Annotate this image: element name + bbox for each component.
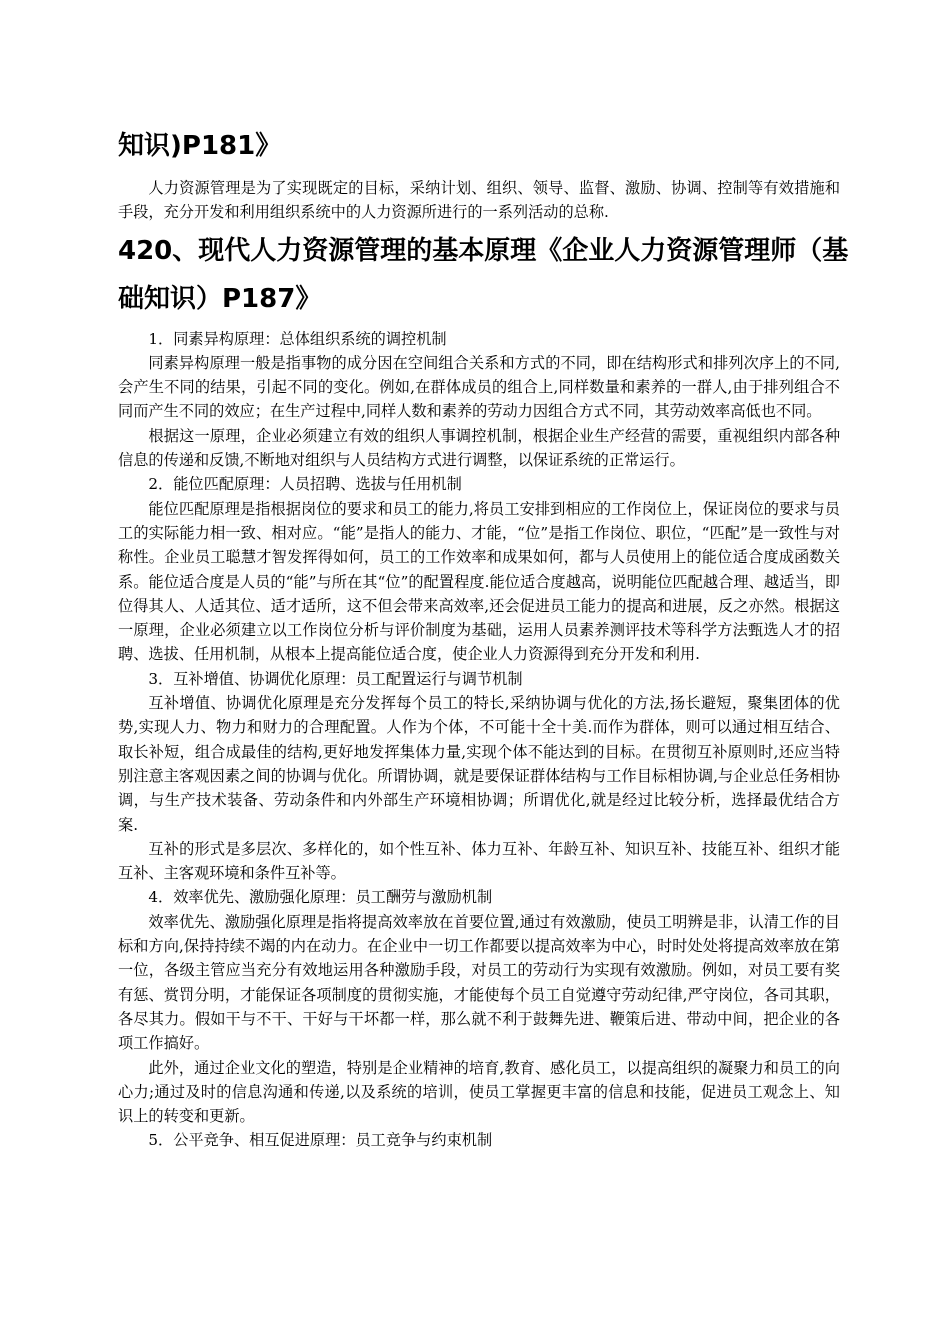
section-title bbox=[118, 227, 849, 323]
document-page bbox=[118, 122, 849, 1153]
item-4-paragraph-2: 此外，通过企业文化的塑造，特别是企业精神的培育,教育、感化员工，以提高组织的凝聚力和员工的向心力;通过及时的信息沟通和传递,以及系统的培训，使员工掌握更丰富的信息和技能，促进员工观念上、知识上的转变和更新。 bbox=[118, 1058, 840, 1126]
item-3-paragraph-2: 互补的形式是多层次、多样化的，如个性互补、体力互补、年龄互补、知识互补、技能互补、组织才能互补、主客观环境和条件互补等。 bbox=[118, 839, 840, 883]
section-title-line1: 420、现代人力资源管理的基本原理《企业人力资源管理师（基 bbox=[118, 235, 849, 266]
item-3-paragraph-1: 互补增值、协调优化原理是充分发挥每个员工的特长,采纳协调与优化的方法,扬长避短，聚集团体的优势,实现人力、物力和财力的合理配置。人作为个体，不可能十全十美.而作为群体，则可以通过相互结合、取长补短，组合成最佳的结构,更好地发挥集体力量,实现个体不能达到的目标。在贯彻互补原则时,还应当特别注意主客观因素之间的协调与优化。所谓协调，就是要保证群体结构与工作目标相协调,与企业总任务相协调，与生产技术装备、劳动条件和内外部生产环境相协调；所谓优化,就是经过比较分析，选择最优结合方案. bbox=[118, 694, 840, 834]
item-heading-5: 5．公平竞争、相互促进原理：员工竞争与约束机制 bbox=[148, 1131, 493, 1150]
item-heading-1: 1．同素异构原理：总体组织系统的调控机制 bbox=[148, 329, 447, 348]
item-2-paragraph-1: 能位匹配原理是指根据岗位的要求和员工的能力,将员工安排到相应的工作岗位上，保证岗位的要求与员工的实际能力相一致、相对应。“能”是指人的能力、才能，“位”是指工作岗位、职位，“匹配”是一致性与对称性。企业员工聪慧才智发挥得如何，员工的工作效率和成果如何，都与人员使用上的能位适合度成函数关系。能位适合度是人员的“能”与所在其“位”的配置程度.能位适合度越高，说明能位匹配越合理、越适当，即位得其人、人适其位、适才适所，这不但会带来高效率,还会促进员工能力的提高和进展，反之亦然。根据这一原理，企业必须建立以工作岗位分析与评价制度为基础，运用人员素养测评技术等科学方法甄选人才的招聘、选拔、任用机制，从根本上提高能位适合度，使企业人力资源得到充分开发和利用. bbox=[118, 499, 840, 664]
section-title-line2: 础知识）P187》 bbox=[118, 283, 322, 314]
item-4-paragraph-1: 效率优先、激励强化原理是指将提高效率放在首要位置,通过有效激励，使员工明辨是非，认清工作的目标和方向,保持持续不竭的内在动力。在企业中一切工作都要以提高效率为中心，时时处处将提高效率放在第一位，各级主管应当充分有效地运用各种激励手段，对员工的劳动行为实现有效激励。例如，对员工要有奖有惩、赏罚分明，才能保证各项制度的贯彻实施，才能使每个员工自觉遵守劳动纪律,严守岗位，各司其职，各尽其力。假如干与不干、干好与干坏都一样，那么就不利于鼓舞先进、鞭策后进、带动中间，把企业的各项工作搞好。 bbox=[118, 912, 840, 1053]
heading-continuation: 知识)P181》 bbox=[118, 131, 282, 161]
item-heading-4: 4．效率优先、激励强化原理：员工酬劳与激励机制 bbox=[148, 888, 493, 907]
item-heading-3: 3．互补增值、协调优化原理：员工配置运行与调节机制 bbox=[148, 669, 523, 688]
item-1-paragraph-1: 同素异构原理一般是指事物的成分因在空间组合关系和方式的不同，即在结构形式和排列次序上的不同,会产生不同的结果，引起不同的变化。例如,在群体成员的组合上,同样数量和素养的一群人,由于排列组合不同而产生不同的效应；在生产过程中,同样人数和素养的劳动力因组合方式不同，其劳动效率高低也不同。 bbox=[118, 353, 840, 421]
item-1-paragraph-2: 根据这一原理，企业必须建立有效的组织人事调控机制，根据企业生产经营的需要，重视组织内部各种信息的传递和反馈,不断地对组织与人员结构方式进行调整，以保证系统的正常运行。 bbox=[118, 426, 840, 470]
intro-paragraph: 人力资源管理是为了实现既定的目标，采纳计划、组织、领导、监督、激励、协调、控制等有效措施和手段，充分开发和利用组织系统中的人力资源所进行的一系列活动的总称. bbox=[118, 179, 840, 222]
item-heading-2: 2．能位匹配原理：人员招聘、选拔与任用机制 bbox=[148, 475, 462, 494]
